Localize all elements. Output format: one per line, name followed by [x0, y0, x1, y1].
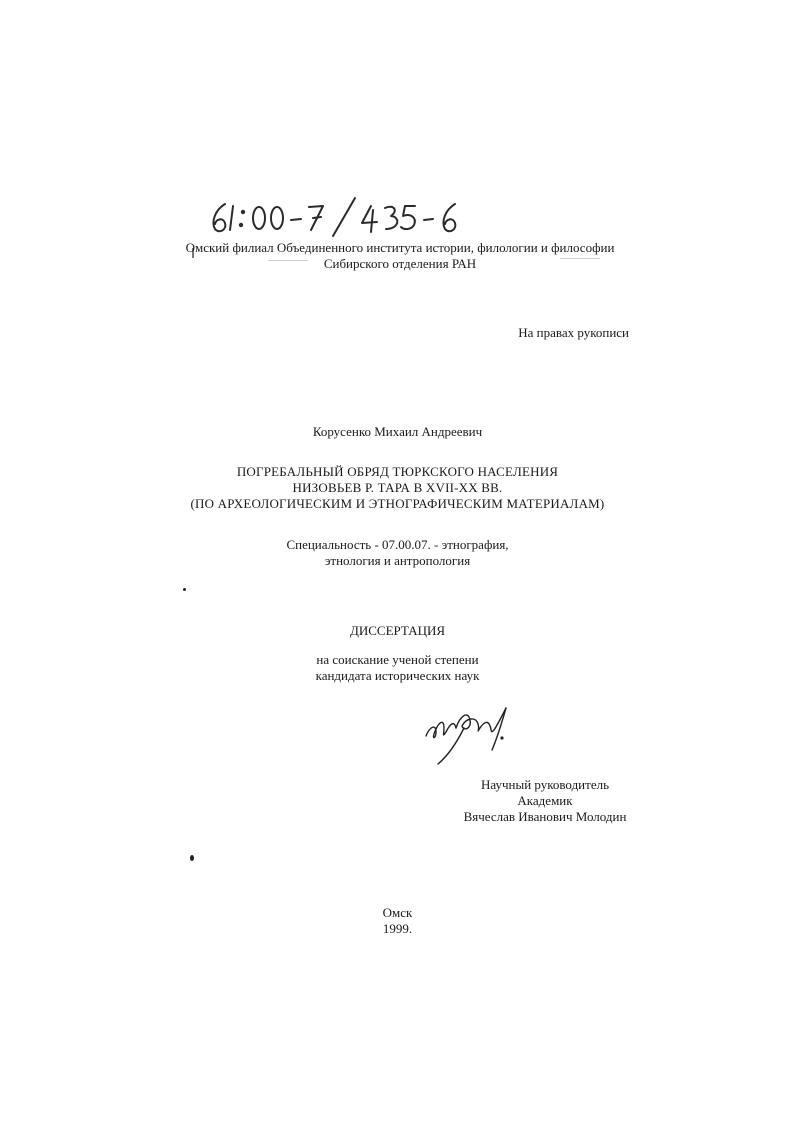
- scan-speck: [183, 588, 186, 591]
- author-name: Корусенко Михаил Андреевич: [312, 424, 483, 439]
- specialty-line-2: этнология и антропология: [324, 553, 471, 568]
- dissertation-title: [0, 464, 795, 512]
- supervisor-name: Вячеслав Иванович Молодин: [463, 809, 627, 824]
- city: Омск: [382, 905, 413, 920]
- organization-line-1: Омский филиал Объединенного института истории, филологии и философии: [185, 240, 615, 255]
- supervisor-block: [440, 777, 650, 825]
- handwritten-archive-code: [205, 196, 465, 240]
- rights-note: На правах рукописи: [518, 325, 629, 340]
- organization-line-2: Сибирского отделения РАН: [323, 256, 477, 271]
- degree-line-1: на соискание ученой степени: [316, 652, 479, 667]
- handwritten-signature: [420, 698, 530, 770]
- degree-line-2: кандидата исторических наук: [315, 668, 480, 683]
- document-type: ДИССЕРТАЦИЯ: [349, 623, 446, 638]
- place-and-year: [0, 905, 795, 937]
- supervisor-role: Научный руководитель: [480, 777, 610, 792]
- title-line-3: (ПО АРХЕОЛОГИЧЕСКИМ И ЭТНОГРАФИЧЕСКИМ МАТЕРИАЛАМ): [190, 496, 605, 511]
- specialty-line-1: Специальность - 07.00.07. - этнография,: [286, 537, 509, 552]
- title-line-2: НИЗОВЬЕВ Р. ТАРА В XVII-XX ВВ.: [292, 480, 503, 495]
- scan-speck: [190, 855, 194, 861]
- year: 1999.: [382, 921, 413, 936]
- specialty-block: [0, 537, 795, 569]
- degree-block: [0, 652, 795, 684]
- title-line-1: ПОГРЕБАЛЬНЫЙ ОБРЯД ТЮРКСКОГО НАСЕЛЕНИЯ: [236, 464, 559, 479]
- organization-block: [170, 240, 630, 272]
- supervisor-rank: Академик: [517, 793, 573, 808]
